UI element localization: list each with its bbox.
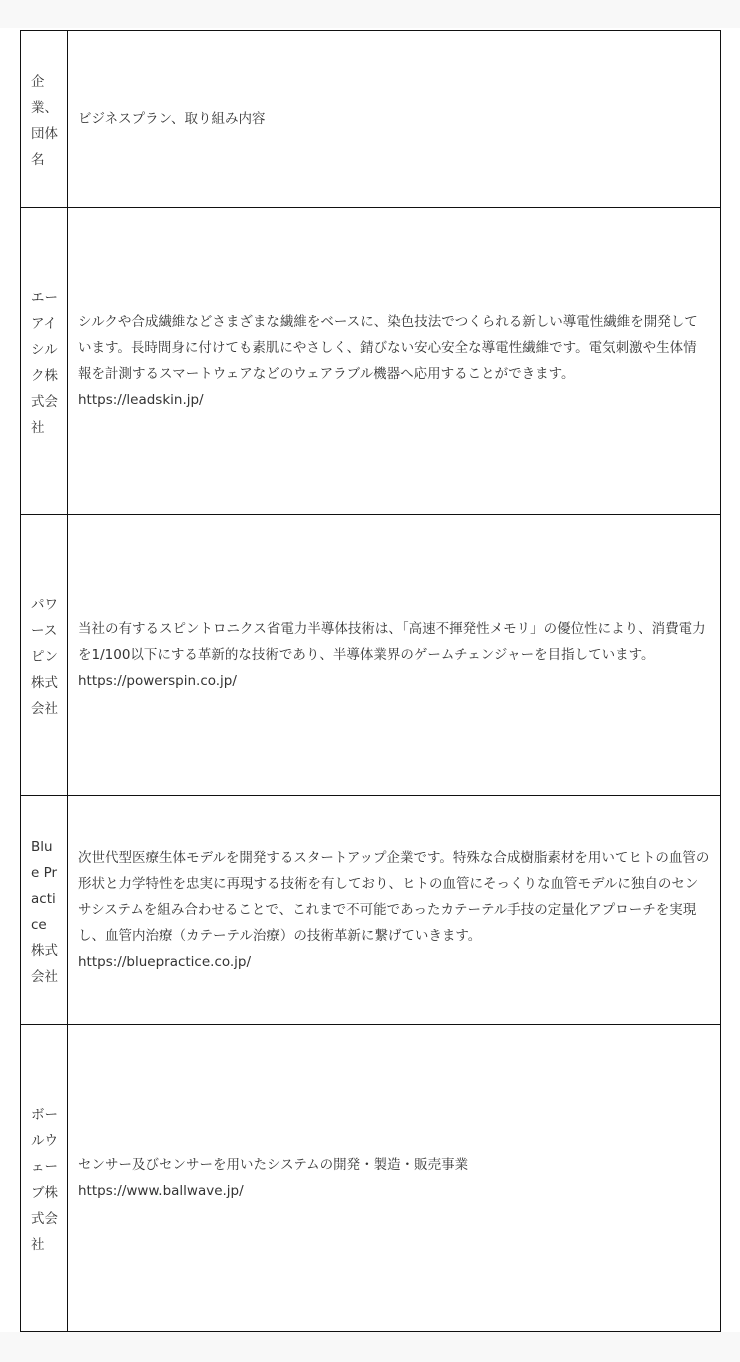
company-name-cell xyxy=(21,1025,68,1332)
header-name-label: 企業、団体名 xyxy=(31,74,58,168)
company-table xyxy=(20,30,721,1332)
plan-cell xyxy=(68,796,721,1025)
company-name: パワースピン株式会社 xyxy=(31,597,58,717)
company-url: https://powerspin.co.jp/ xyxy=(78,673,237,689)
table-row xyxy=(21,1025,721,1332)
header-plan-cell xyxy=(68,31,721,208)
company-name-cell xyxy=(21,515,68,796)
plan-cell xyxy=(68,1025,721,1332)
header-plan-label: ビジネスプラン、取り組み内容 xyxy=(78,111,266,127)
content-sheet xyxy=(0,28,740,1332)
table-header-row xyxy=(21,31,721,208)
table-row xyxy=(21,796,721,1025)
company-name-cell xyxy=(21,796,68,1025)
company-name: ボールウェーブ株式会社 xyxy=(31,1107,58,1253)
plan-description: シルクや合成繊維などさまざまな繊維をベースに、染色技法でつくられる新しい導電性繊維を開発しています。長時間身に付けても素肌にやさしく、錆びない安心安全な導電性繊維です。電気刺激や生体情報を計測するスマートウェアなどのウェアラブル機器へ応用することができます。 xyxy=(78,314,698,382)
header-name-cell xyxy=(21,31,68,208)
table-row xyxy=(21,208,721,515)
company-url: https://leadskin.jp/ xyxy=(78,392,204,408)
plan-description: センサー及びセンサーを用いたシステムの開発・製造・販売事業 xyxy=(78,1157,469,1173)
company-name: Blue Practice株式会社 xyxy=(31,839,58,985)
company-name-cell xyxy=(21,208,68,515)
company-url: https://www.ballwave.jp/ xyxy=(78,1183,244,1199)
table-row xyxy=(21,515,721,796)
plan-cell xyxy=(68,208,721,515)
company-url: https://bluepractice.co.jp/ xyxy=(78,954,252,970)
plan-description: 当社の有するスピントロニクス省電力半導体技術は、「高速不揮発性メモリ」の優位性により、消費電力を1/100以下にする革新的な技術であり、半導体業界のゲームチェンジャーを目指しています。 xyxy=(78,621,706,663)
plan-description: 次世代型医療生体モデルを開発するスタートアップ企業です。特殊な合成樹脂素材を用いてヒトの血管の形状と力学特性を忠実に再現する技術を有しており、ヒトの血管にそっくりな血管モデルに独自のセンサシステムを組み合わせることで、これまで不可能であったカテーテル手技の定量化アプローチを実現し、血管内治療（カテーテル治療）の技術革新に繋げていきます。 xyxy=(78,850,710,944)
plan-cell xyxy=(68,515,721,796)
company-name: エーアイシルク株式会社 xyxy=(31,290,58,436)
